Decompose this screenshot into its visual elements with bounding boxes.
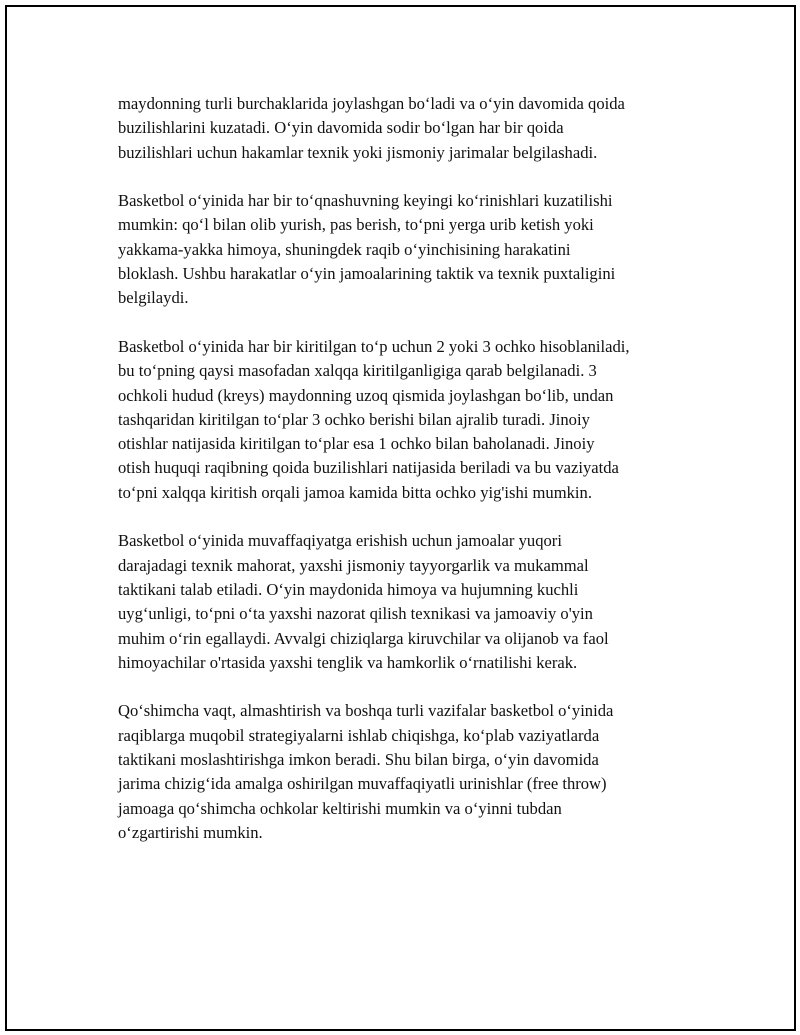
text-line: otishlar natijasida kiritilgan to‘plar esa 1 ochko bilan baholanadi. Jinoiy xyxy=(118,434,595,454)
text-line: Basketbol o‘yinida muvaffaqiyatga erishish uchun jamoalar yuqori xyxy=(118,531,562,551)
text-line: taktikani moslashtirishga imkon beradi. Shu bilan birga, o‘yin davomida xyxy=(118,750,599,770)
text-line: uyg‘unligi, to‘pni o‘ta yaxshi nazorat qilish texnikasi va jamoaviy o'yin xyxy=(118,604,593,624)
text-line: o‘zgartirishi mumkin. xyxy=(118,822,263,842)
paragraph-3 xyxy=(118,335,698,505)
text-line: Qo‘shimcha vaqt, almashtirish va boshqa turli vazifalar basketbol o‘yinida xyxy=(118,701,614,721)
text-line: Basketbol o‘yinida har bir to‘qnashuvning keyingi ko‘rinishlari kuzatilishi xyxy=(118,191,613,211)
text-line: jamoaga qo‘shimcha ochkolar keltirishi mumkin va o‘yinni tubdan xyxy=(118,798,562,818)
text-line: jarima chizig‘ida amalga oshirilgan muvaffaqiyatli urinishlar (free throw) xyxy=(118,774,607,794)
text-line: otish huquqi raqibning qoida buzilishlari natijasida beriladi va bu vaziyatda xyxy=(118,458,619,478)
text-line: taktikani talab etiladi. O‘yin maydonida himoya va hujumning kuchli xyxy=(118,579,579,599)
text-line: ochkoli hudud (kreys) maydonning uzoq qismida joylashgan bo‘lib, undan xyxy=(118,385,614,405)
text-line: Basketbol o‘yinida har bir kiritilgan to‘p uchun 2 yoki 3 ochko hisoblaniladi, xyxy=(118,336,630,356)
text-line: yakkama-yakka himoya, shuningdek raqib o‘yinchisining harakatini xyxy=(118,239,571,259)
text-line: darajadagi texnik mahorat, yaxshi jismoniy tayyorgarlik va mukammal xyxy=(118,555,589,575)
text-line: maydonning turli burchaklarida joylashgan bo‘ladi va o‘yin davomida qoida xyxy=(118,94,625,113)
text-line: belgilaydi. xyxy=(118,288,189,308)
document-body xyxy=(118,92,698,870)
text-line: buzilishlari uchun hakamlar texnik yoki jismoniy jarimalar belgilashadi. xyxy=(118,142,598,162)
text-line: buzilishlarini kuzatadi. O‘yin davomida sodir bo‘lgan har bir qoida xyxy=(118,118,564,138)
text-line: tashqaridan kiritilgan to‘plar 3 ochko berishi bilan ajralib turadi. Jinoiy xyxy=(118,409,590,429)
text-line: himoyachilar o'rtasida yaxshi tenglik va hamkorlik o‘rnatilishi kerak. xyxy=(118,652,578,672)
text-line: muhim o‘rin egallaydi. Avvalgi chiziqlarga kiruvchilar va olijanob va faol xyxy=(118,628,609,648)
text-line: bloklash. Ushbu harakatlar o‘yin jamoalarining taktik va texnik puxtaligini xyxy=(118,264,616,284)
text-line: raqiblarga muqobil strategiyalarni ishlab chiqishga, ko‘plab vaziyatlarda xyxy=(118,725,600,745)
paragraph-2 xyxy=(118,189,698,310)
text-line: mumkin: qo‘l bilan olib yurish, pas berish, to‘pni yerga urib ketish yoki xyxy=(118,215,594,235)
text-line: bu to‘pning qaysi masofadan xalqqa kiritilganligiga qarab belgilanadi. 3 xyxy=(118,361,597,381)
paragraph-4 xyxy=(118,529,698,675)
paragraph-5 xyxy=(118,699,698,845)
paragraph-1 xyxy=(118,92,698,165)
text-line: to‘pni xalqqa kiritish orqali jamoa kamida bitta ochko yig'ishi mumkin. xyxy=(118,482,592,502)
